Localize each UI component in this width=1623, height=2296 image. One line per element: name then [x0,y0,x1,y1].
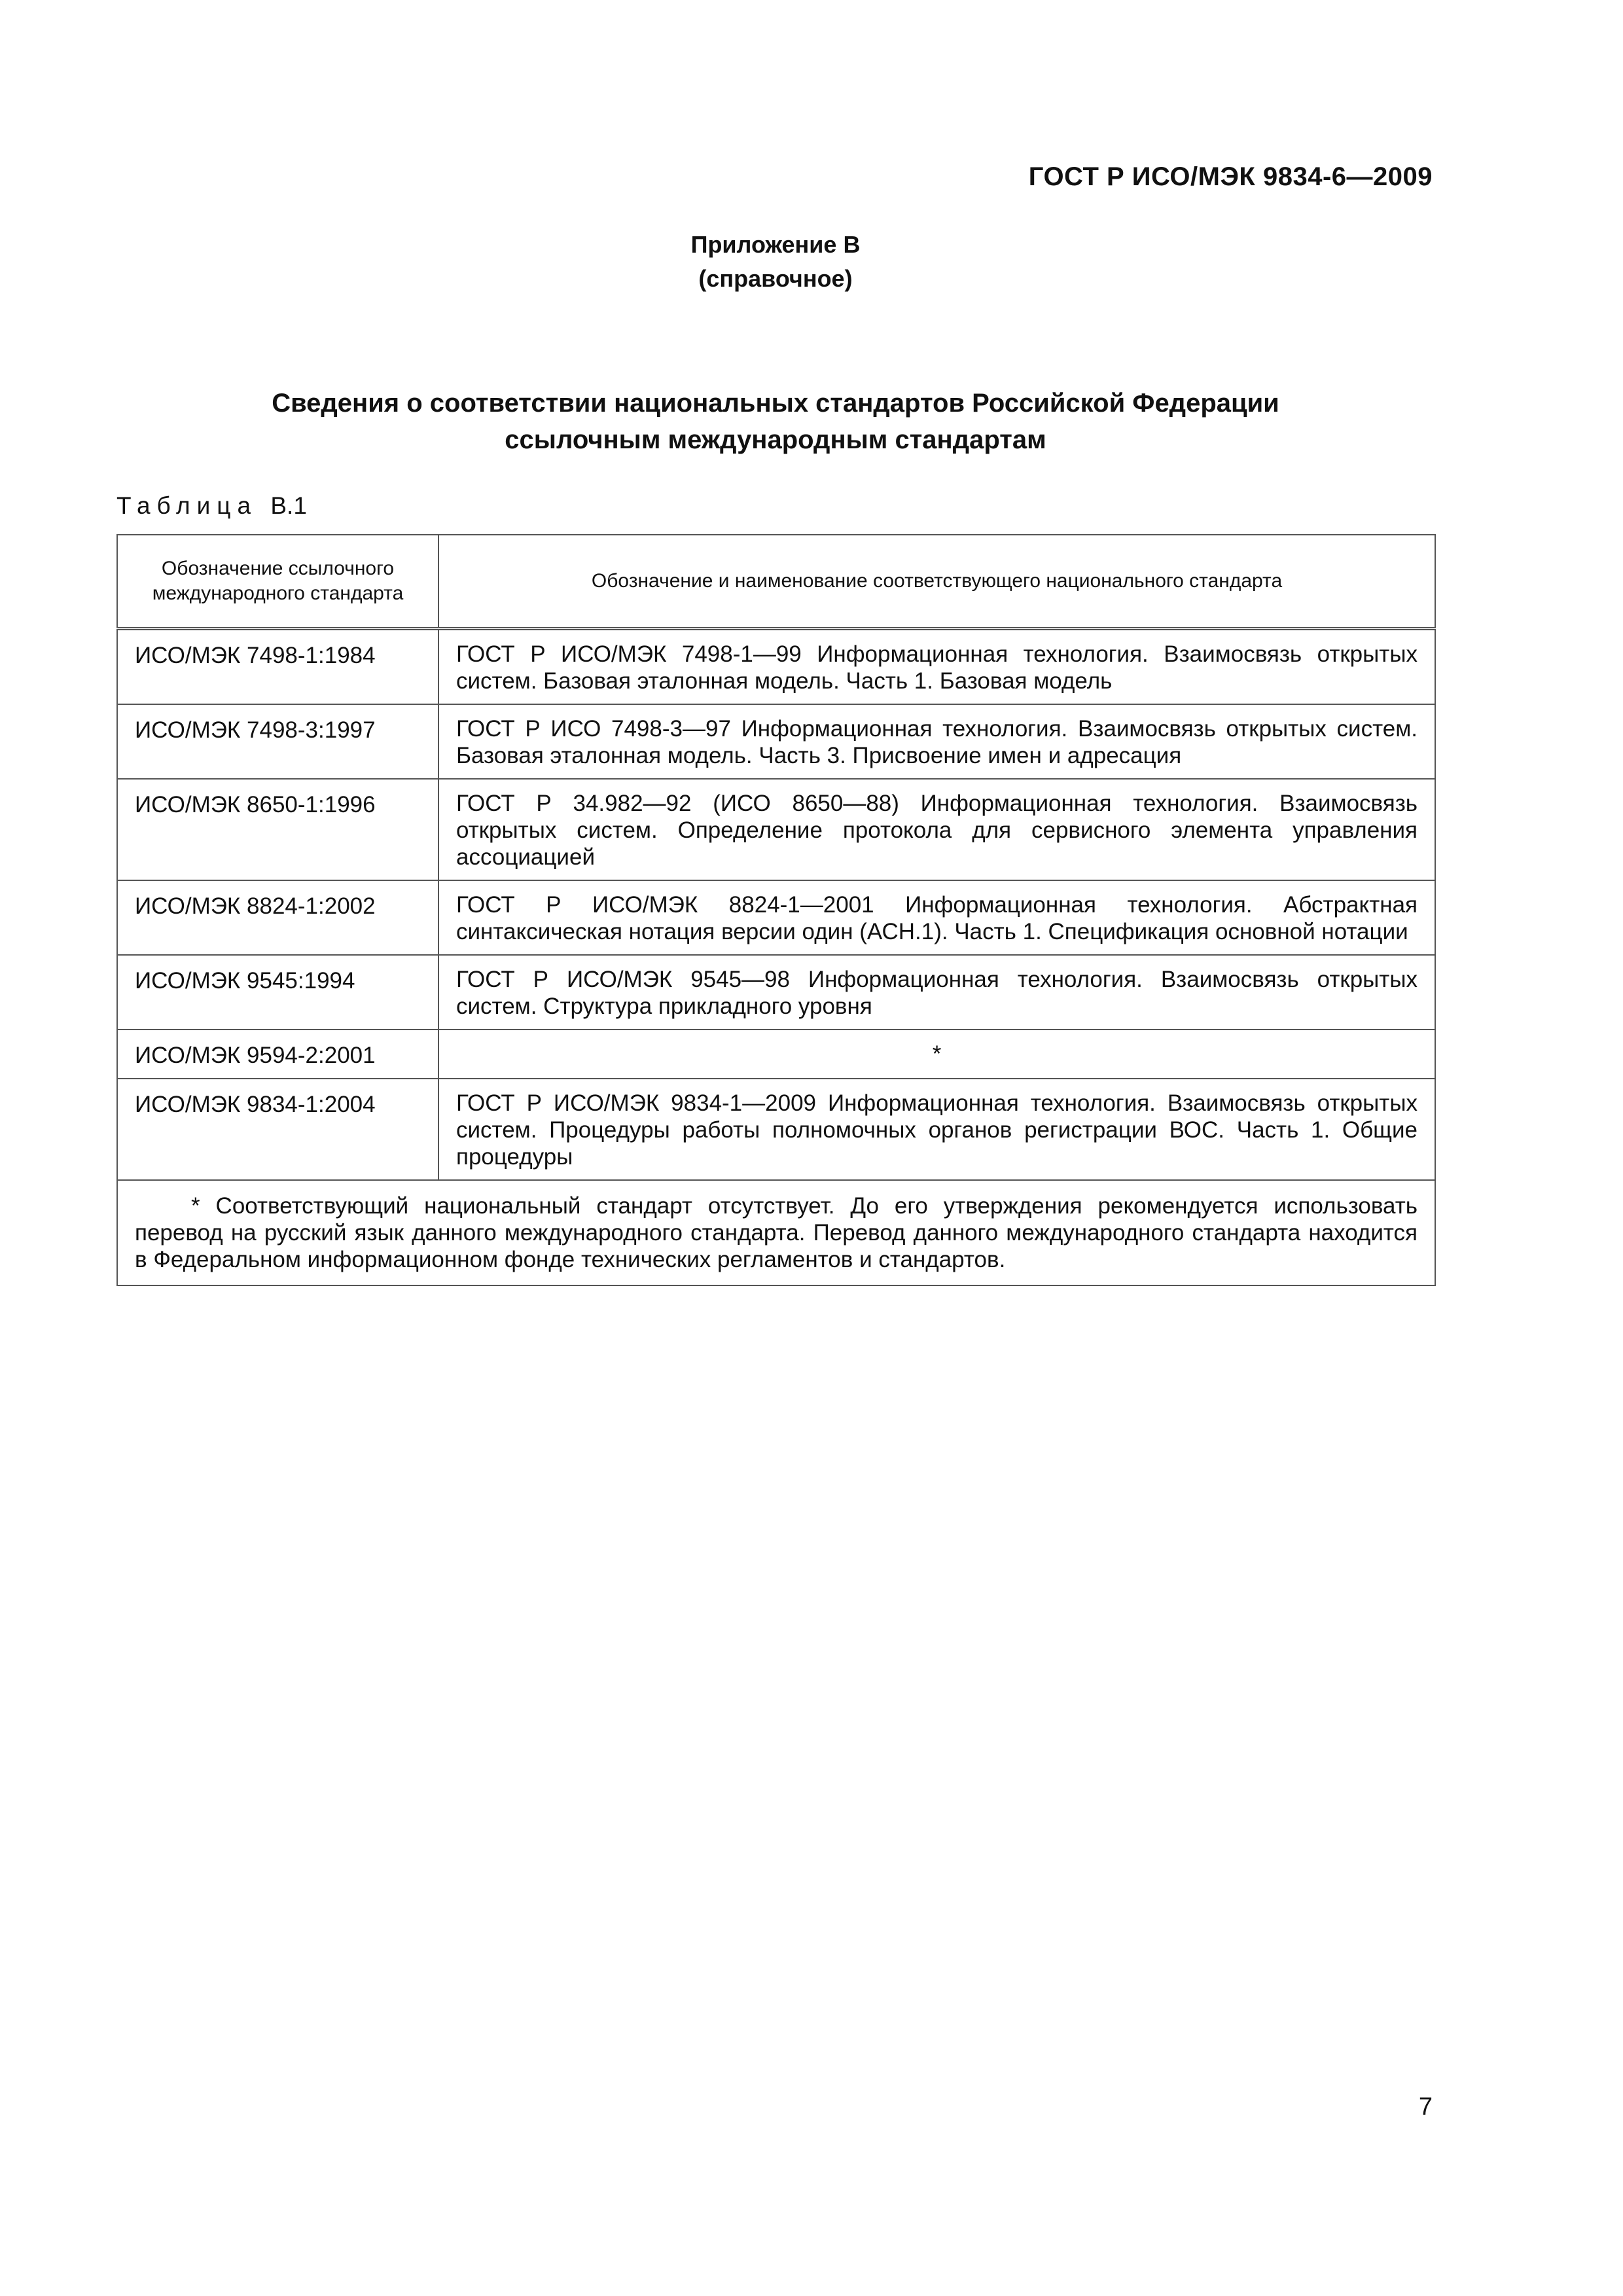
appendix-heading [0,228,1551,296]
section-title [0,385,1551,458]
national-standard-cell: ГОСТ Р ИСО/МЭК 9834-1—2009 Информационная технология. Взаимосвязь открытых систем. Процедуры работы полномочных органов регистрации ВОС. Часть 1. Общие процедуры [438,1079,1435,1180]
table-row [117,1079,1435,1180]
table-footnote: * Соответствующий национальный стандарт отсутствует. До его утверждения рекомендуется использовать перевод на русский язык данного международного стандарта. Перевод данного международного стандарта находится в Федеральном информационном фонде технических регламентов и стандартов. [117,1180,1435,1285]
national-standard-cell: ГОСТ Р ИСО/МЭК 9545—98 Информационная технология. Взаимосвязь открытых систем. Структура прикладного уровня [438,955,1435,1030]
table-row [117,779,1435,880]
national-standard-cell: ГОСТ Р ИСО/МЭК 7498-1—99 Информационная технология. Взаимосвязь открытых систем. Базовая эталонная модель. Часть 1. Базовая модель [438,629,1435,705]
reference-standard-cell: ИСО/МЭК 8824-1:2002 [117,880,438,955]
table-caption [116,492,307,520]
table-note-row [117,1180,1435,1285]
document-code: ГОСТ Р ИСО/МЭК 9834-6—2009 [1028,162,1433,191]
national-standard-cell: ГОСТ Р ИСО 7498-3—97 Информационная технология. Взаимосвязь открытых систем. Базовая эталонная модель. Часть 3. Присвоение имен и адресация [438,704,1435,779]
section-title-line-2: ссылочным международным стандартам [505,425,1046,454]
correspondence-table [116,534,1436,1286]
reference-standard-cell: ИСО/МЭК 9545:1994 [117,955,438,1030]
table-row [117,1030,1435,1079]
table-row [117,955,1435,1030]
table-caption-number: В.1 [270,492,307,519]
table-row [117,704,1435,779]
column-header-national: Обозначение и наименование соответствующего национального стандарта [438,535,1435,629]
reference-standard-cell: ИСО/МЭК 7498-1:1984 [117,629,438,705]
table-row [117,629,1435,705]
column-header-reference: Обозначение ссылочного международного стандарта [117,535,438,629]
reference-standard-cell: ИСО/МЭК 7498-3:1997 [117,704,438,779]
table-row [117,880,1435,955]
reference-standard-cell: ИСО/МЭК 9834-1:2004 [117,1079,438,1180]
page-number: 7 [1418,2093,1433,2121]
national-standard-cell: ГОСТ Р ИСО/МЭК 8824-1—2001 Информационная технология. Абстрактная синтаксическая нотация версии один (АСН.1). Часть 1. Спецификация основной нотации [438,880,1435,955]
table-header-row [117,535,1435,629]
reference-standard-cell: ИСО/МЭК 9594-2:2001 [117,1030,438,1079]
reference-standard-cell: ИСО/МЭК 8650-1:1996 [117,779,438,880]
appendix-label: Приложение В [690,231,861,258]
national-standard-cell: * [438,1030,1435,1079]
appendix-type: (справочное) [698,265,853,292]
table-caption-word: Таблица [116,492,258,519]
section-title-line-1: Сведения о соответствии национальных стандартов Российской Федерации [272,389,1279,418]
national-standard-cell: ГОСТ Р 34.982—92 (ИСО 8650—88) Информационная технология. Взаимосвязь открытых систем. Определение протокола для сервисного элемента управления ассоциацией [438,779,1435,880]
